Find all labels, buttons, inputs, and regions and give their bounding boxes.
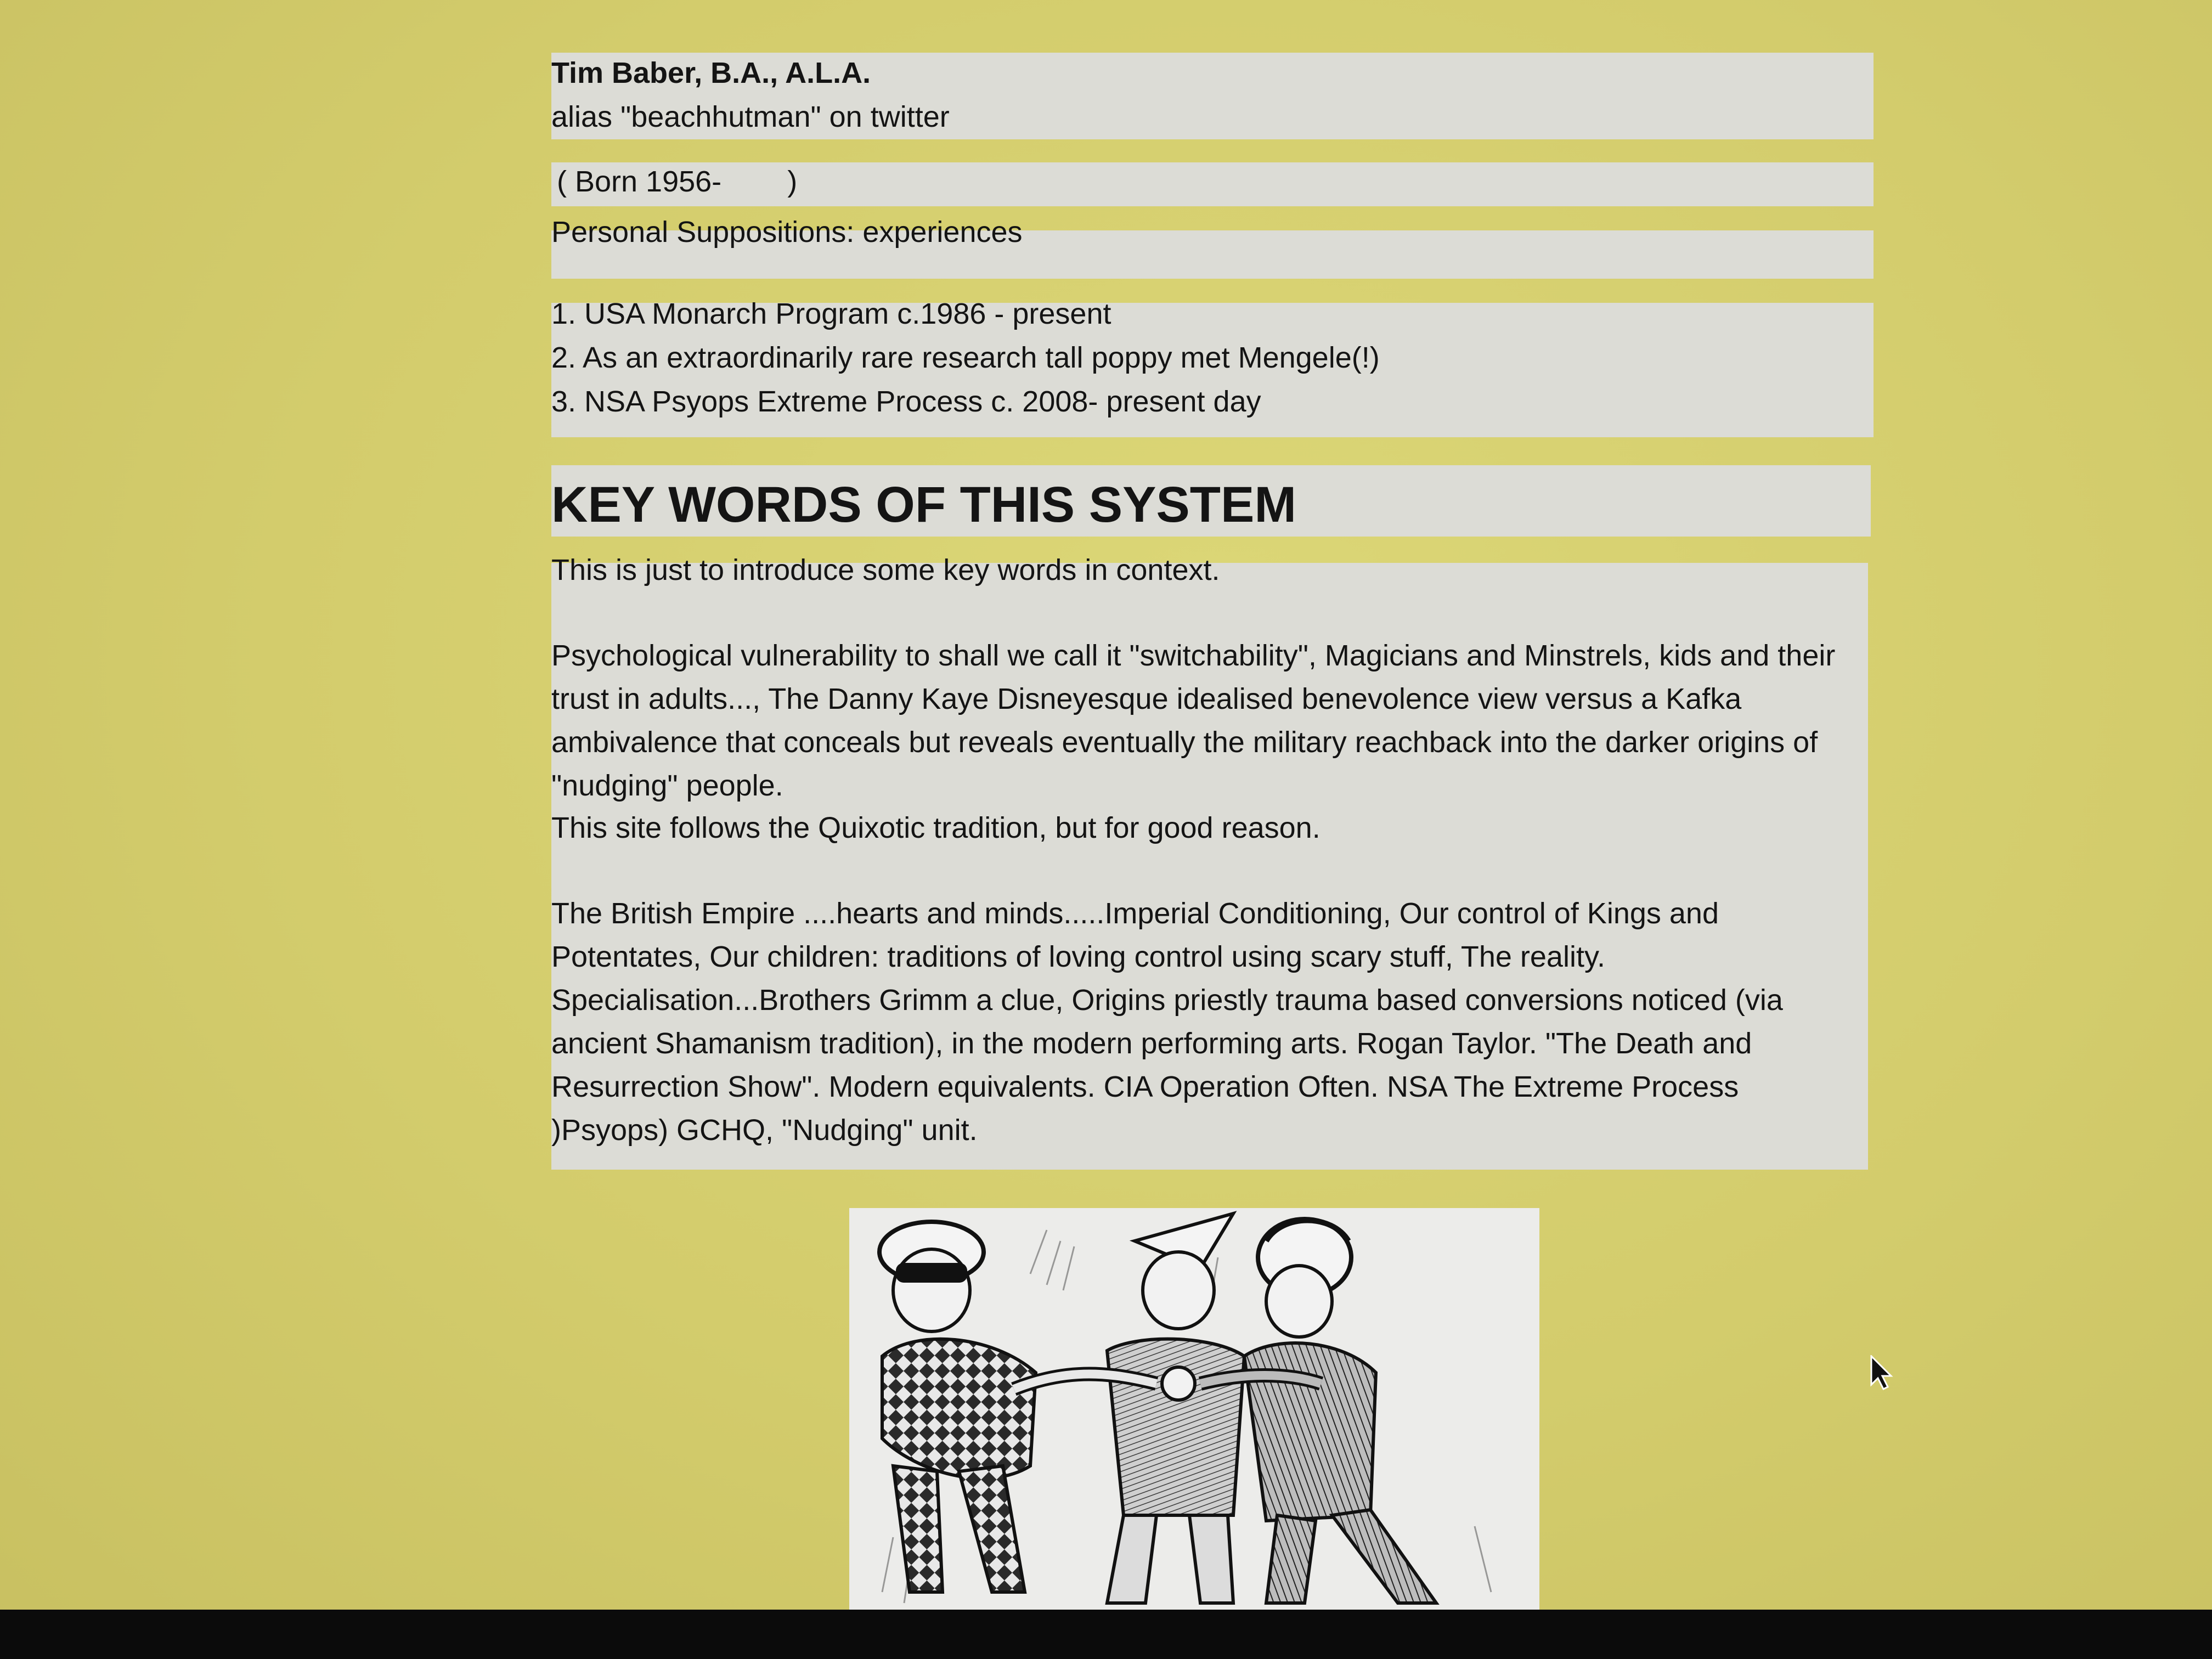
intro-paragraph: This is just to introduce some key words in context. (551, 554, 1220, 586)
quixotic-paragraph: This site follows the Quixotic tradition, but for good reason. (551, 811, 1321, 844)
birth-panel (551, 162, 1874, 206)
profile-name-panel (551, 53, 1874, 139)
list-item: 1. USA Monarch Program c.1986 - present (551, 297, 1111, 330)
empire-paragraph: The British Empire ....hearts and minds.....Imperial Conditioning, Our control of Kings and Potentates, Our children: traditions of loving control using scary stuff, The reality. Specialisation...Brothers Grimm a clue, Origins priestly trauma based conversions noticed (via ancient Shamanism tradition), in the modern performing arts. Rogan Taylor. "The Death and Resurrection Show". Modern equivalents. CIA Operation Often. NSA The Extreme Process )Psyops) GCHQ, "Nudging" unit. (551, 897, 1783, 1147)
author-name: Tim Baber, B.A., A.L.A. (551, 57, 871, 89)
mouse-pointer-icon (1869, 1355, 1893, 1391)
experiences-panel (551, 297, 1874, 437)
twitter-alias: alias "beachhutman" on twitter (551, 100, 950, 133)
monitor-bezel (0, 1610, 2212, 1659)
list-item: 3. NSA Psyops Extreme Process c. 2008- present day (551, 385, 1261, 418)
birth-year: ( Born 1956- ) (557, 165, 798, 198)
experiences-list (551, 292, 1380, 424)
body-text-panel (551, 554, 1868, 1170)
section-heading-panel (551, 465, 1871, 537)
suppositions-panel (551, 216, 1874, 279)
list-item: 2. As an extraordinarily rare research tall poppy met Mengele(!) (551, 341, 1380, 374)
suppositions-heading: Personal Suppositions: experiences (551, 216, 1023, 249)
illustration-image (849, 1208, 1539, 1610)
harlequin-tug-of-war-icon (849, 1208, 1539, 1610)
psychology-paragraph: Psychological vulnerability to shall we call it "switchability", Magicians and Minstrels, kids and their trust in adults..., The Danny Kaye Disneyesque idealised benevolence view versus a Kafka ambivalence that conceals but reveals eventually the military reachback into the darker origins of "nudging" people. (551, 639, 1836, 802)
section-heading: KEY WORDS OF THIS SYSTEM (551, 477, 1296, 533)
